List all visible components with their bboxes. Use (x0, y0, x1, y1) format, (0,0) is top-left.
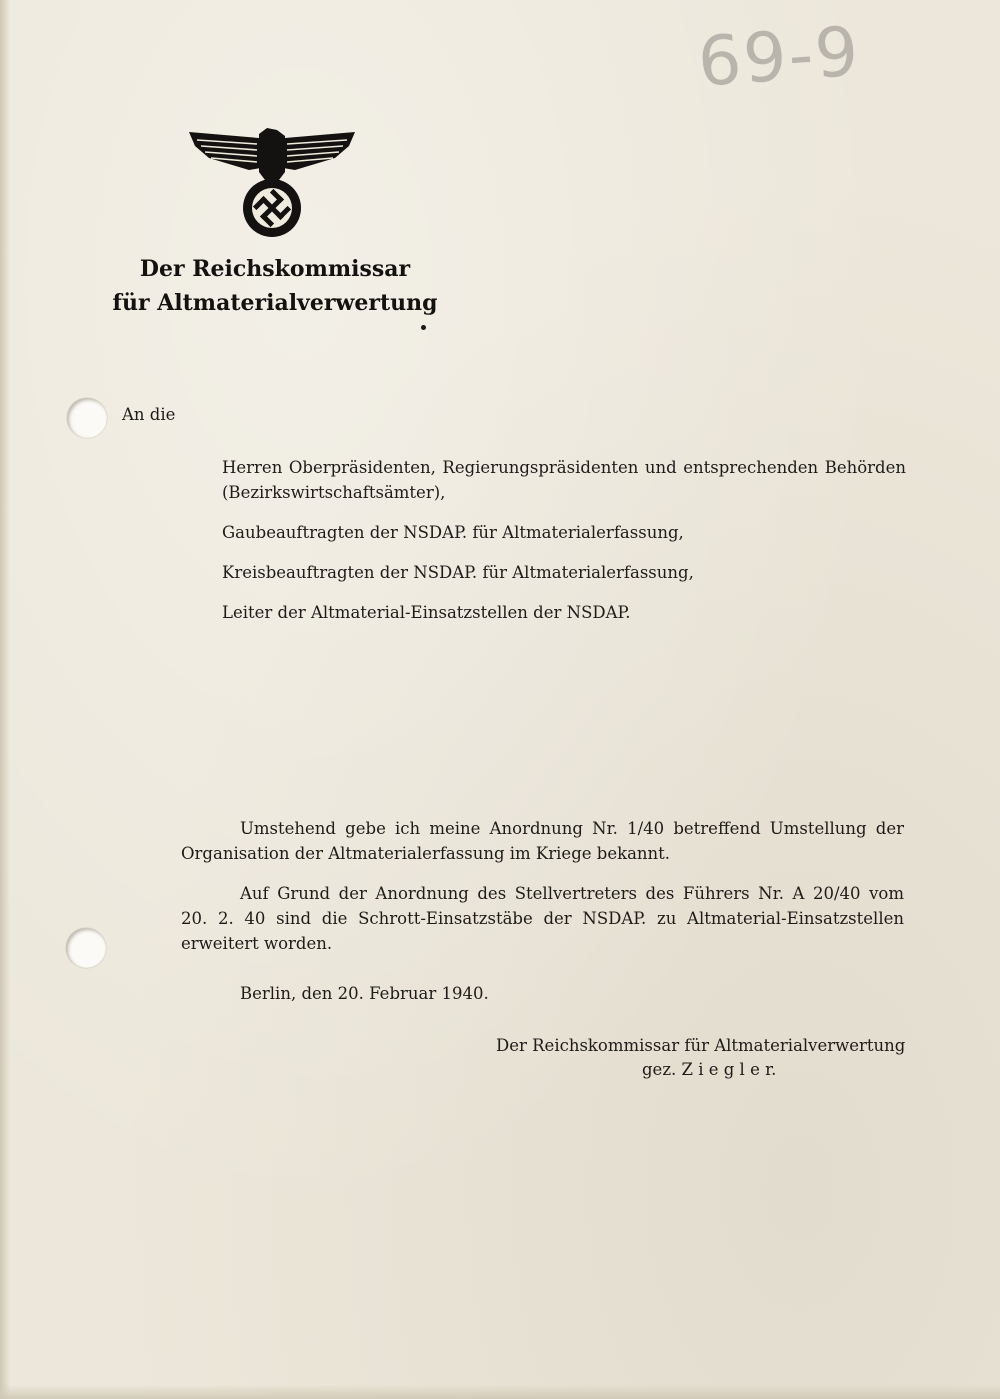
punch-hole-bottom (66, 928, 106, 968)
recipients-intro: An die (122, 405, 176, 424)
paper-edge-bottom (0, 1385, 1000, 1399)
body-p2-line-1: Auf Grund der Anordnung des Stellvertreters des Führers Nr. A 20/40 vom (240, 884, 904, 903)
body-p2-line-2: 20. 2. 40 sind die Schrott-Einsatzstäbe der NSDAP. zu Altmaterial-Einsatzstellen (181, 909, 904, 928)
ink-dot (421, 325, 426, 330)
eagle-swastika-emblem-icon (189, 128, 355, 240)
recipient-line-2: (Bezirkswirtschaftsämter), (222, 483, 446, 502)
punch-hole-top (67, 398, 107, 438)
signature-name: gez. Z i e g l e r. (642, 1060, 777, 1079)
body-p1-line-2: Organisation der Altmaterialerfassung im Kriege bekannt. (181, 844, 671, 863)
paper-edge-left (0, 0, 10, 1399)
sender-line-2: für Altmaterialverwertung (112, 290, 438, 316)
recipient-line-1: Herren Oberpräsidenten, Regierungspräsidenten und entsprechenden Behörden (222, 458, 906, 477)
recipient-line-3: Gaubeauftragten der NSDAP. für Altmaterialerfassung, (222, 523, 684, 542)
signature-title: Der Reichskommissar für Altmaterialverwertung (496, 1036, 906, 1055)
recipient-line-5: Leiter der Altmaterial-Einsatzstellen der NSDAP. (222, 603, 631, 622)
recipient-line-4: Kreisbeauftragten der NSDAP. für Altmaterialerfassung, (222, 563, 694, 582)
place-date: Berlin, den 20. Februar 1940. (240, 984, 489, 1003)
sender-line-1: Der Reichskommissar (139, 256, 411, 282)
body-p1-line-1: Umstehend gebe ich meine Anordnung Nr. 1/40 betreffend Umstellung der (240, 819, 904, 838)
archive-number: 69-9 (695, 12, 863, 103)
body-p2-line-3: erweitert worden. (181, 934, 333, 953)
